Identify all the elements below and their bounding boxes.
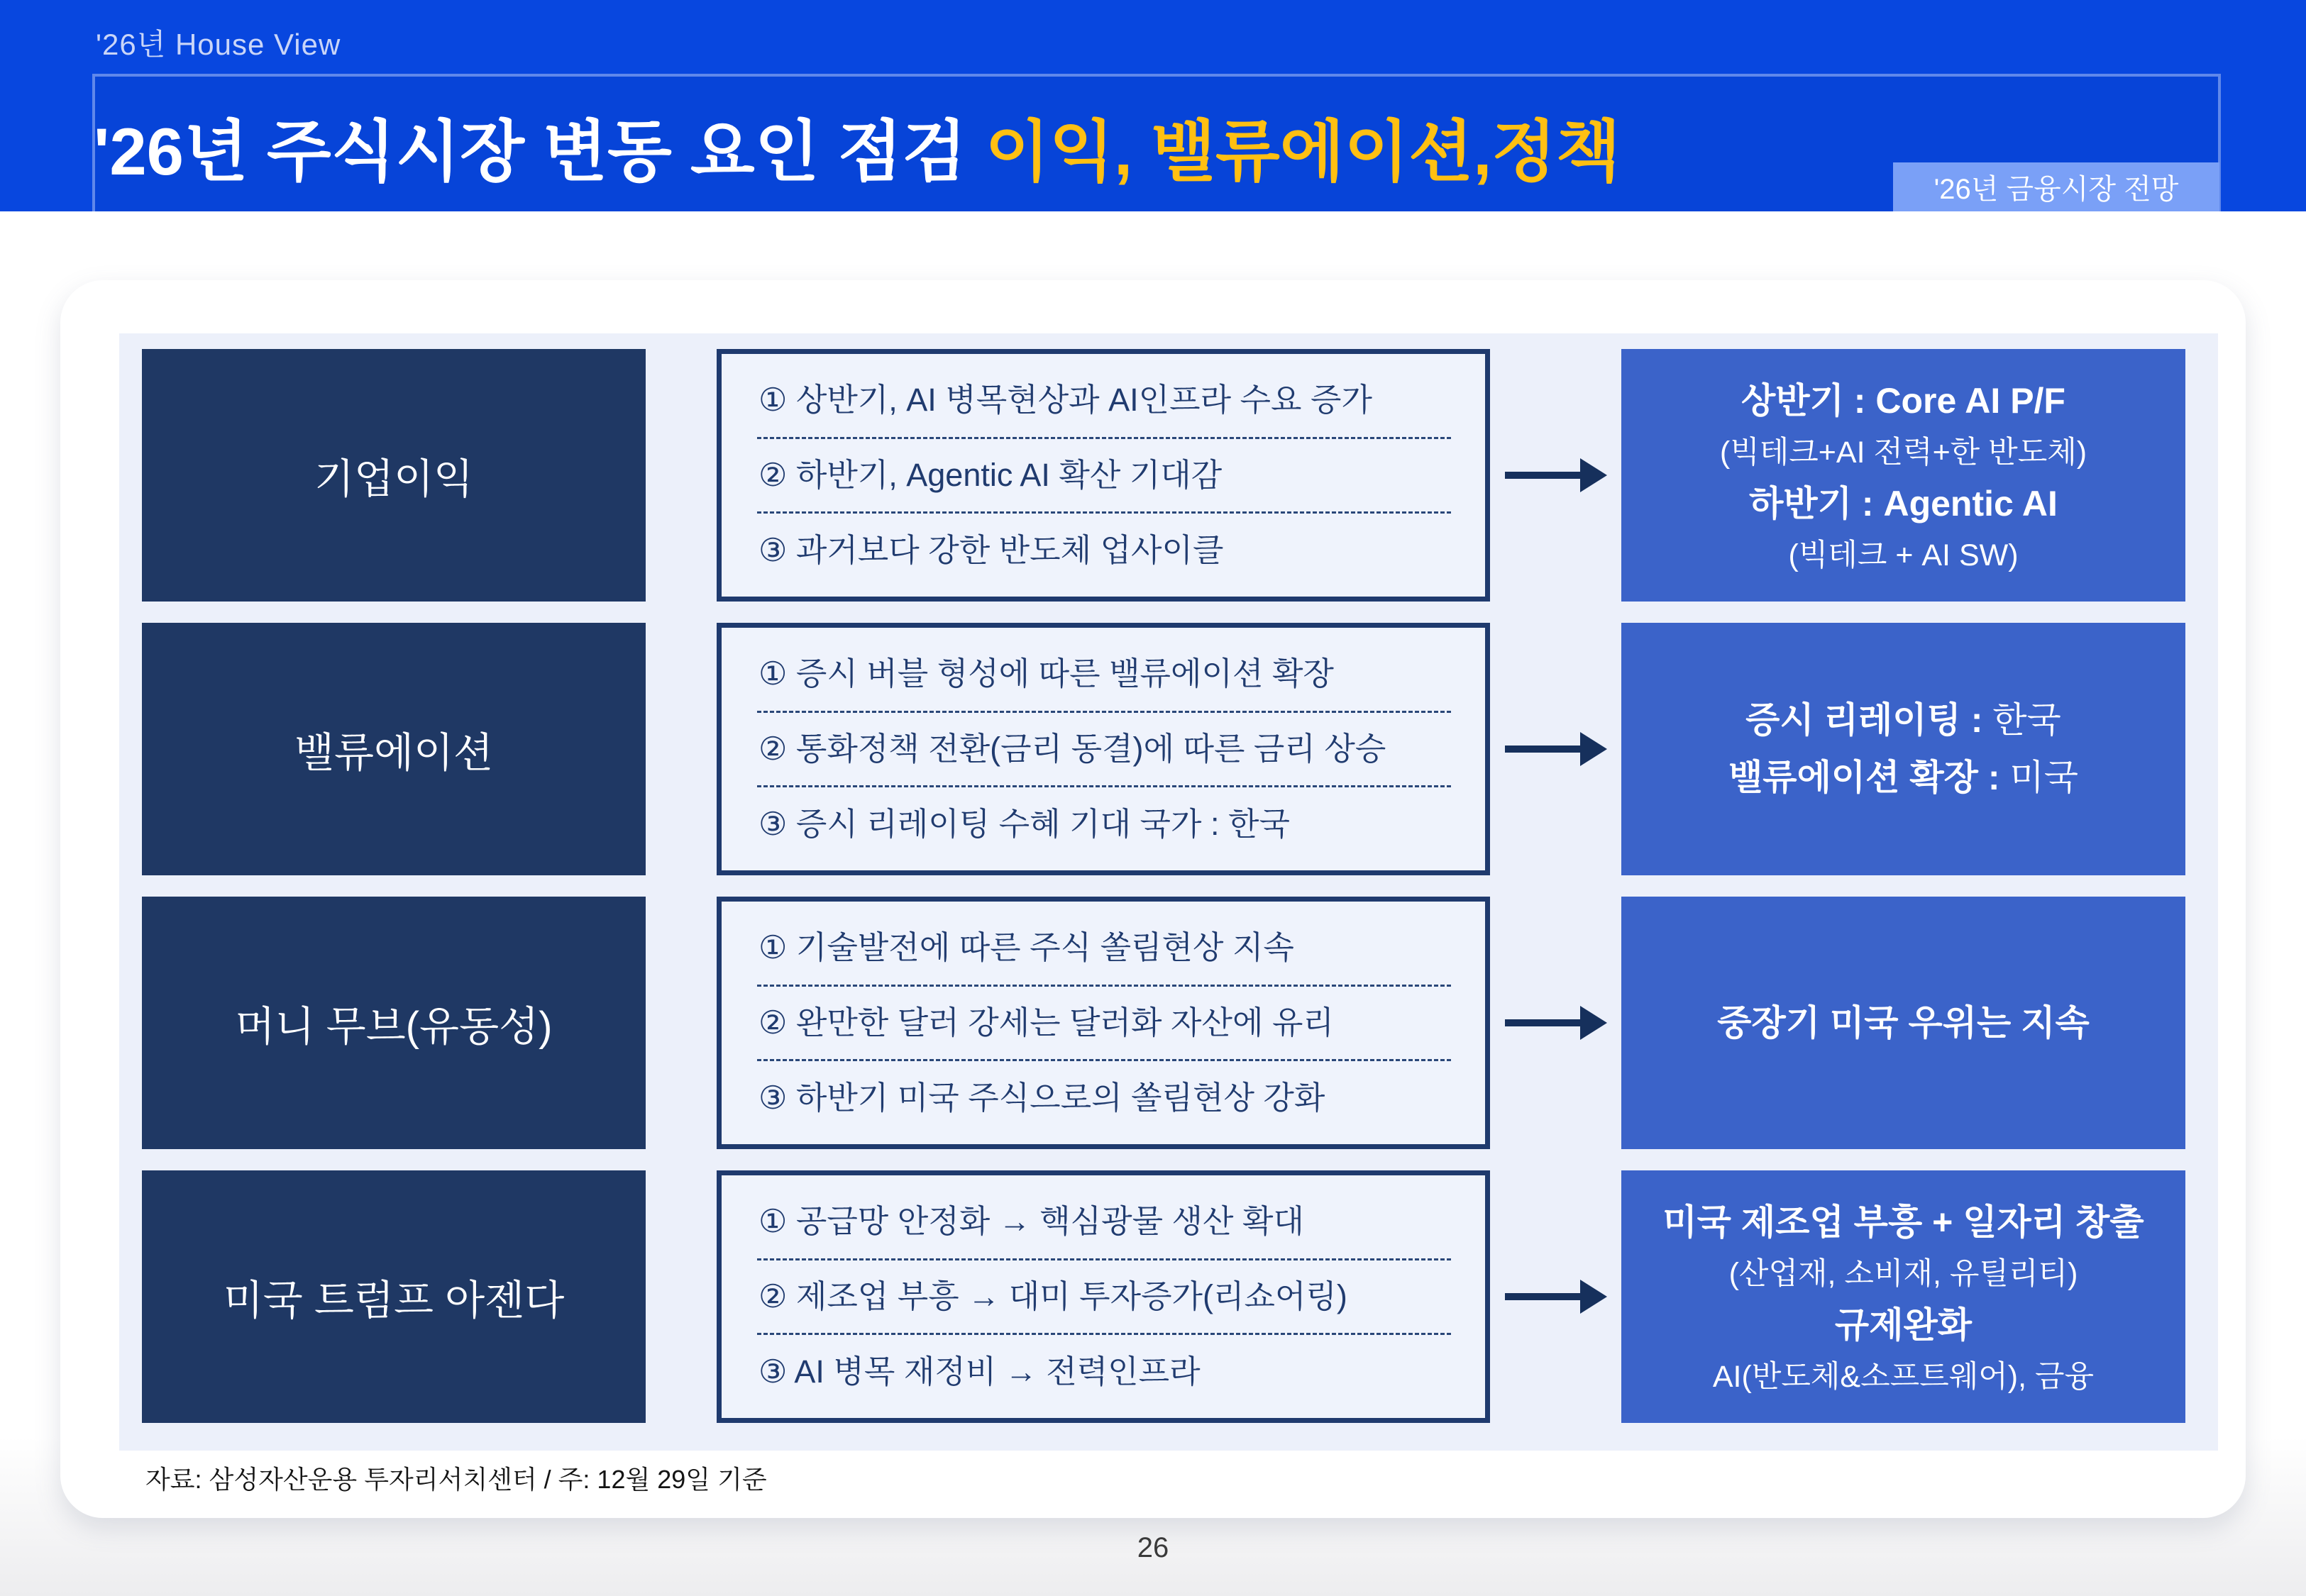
factor-item: ① 기술발전에 따른 주식 쏠림현상 지속 <box>758 929 1294 966</box>
factor-rows <box>142 349 2185 1423</box>
category-box <box>142 1170 646 1423</box>
outcome-line-text: 미국 제조업 부흥 + 일자리 창출 <box>1662 1202 2144 1242</box>
outcome-box <box>1621 623 2185 875</box>
outcome-line <box>1729 1251 2078 1297</box>
page-number: 26 <box>1137 1532 1169 1563</box>
outcome-box <box>1621 1170 2185 1423</box>
right-arrow-shaft <box>1505 746 1582 753</box>
page-title-main: '26년 주식시장 변동 요인 점검 <box>94 114 986 189</box>
outcome-line-text: (산업재, 소비재, 유틸리티) <box>1728 1256 2078 1291</box>
header-banner <box>0 0 2306 211</box>
outcome-line-text: (빅테크 + AI SW) <box>1788 538 2019 572</box>
outcome-line <box>1662 1194 2144 1251</box>
outcome-line <box>1713 1354 2094 1400</box>
factor-row <box>142 897 2185 1149</box>
right-arrow-head <box>1580 1006 1607 1040</box>
outcome-line-text: 증시 리레이팅 : <box>1745 700 1983 740</box>
factor-row <box>142 1170 2185 1423</box>
right-arrow-head <box>1580 458 1607 492</box>
arrow-zone <box>1490 623 1621 875</box>
right-arrow-icon <box>1505 732 1607 766</box>
outcome-line-text: 상반기 : Core AI P/F <box>1741 380 2065 421</box>
outcome-line <box>1745 692 2061 749</box>
factors-box <box>717 623 1490 875</box>
outcome-line <box>1720 430 2087 476</box>
outcome-line <box>1749 475 2058 533</box>
outcome-line <box>1728 749 2078 807</box>
right-arrow-icon <box>1505 1280 1607 1314</box>
category-label: 머니 무브(유동성) <box>235 1004 553 1050</box>
arrow-zone <box>1490 1170 1621 1423</box>
outcome-line-text: 중장기 미국 우위는 지속 <box>1717 1002 2090 1043</box>
factors-box <box>717 897 1490 1149</box>
forecast-badge: '26년 금융시장 전망 <box>1893 162 2219 211</box>
factor-item: ③ AI 병목 재정비 → 전력인프라 <box>758 1353 1201 1390</box>
outcome-line-text: 규제완화 <box>1834 1305 1973 1345</box>
outcome-box <box>1621 897 2185 1149</box>
page-title-accent: 이익, 밸류에이션,정책 <box>985 114 1621 189</box>
factors-box <box>717 1170 1490 1423</box>
right-arrow-shaft <box>1505 472 1582 479</box>
outcome-line <box>1788 533 2018 579</box>
factor-item: ③ 과거보다 강한 반도체 업사이클 <box>758 531 1224 568</box>
arrow-zone <box>1490 897 1621 1149</box>
source-note: 자료: 삼성자산운용 투자리서치센터 / 주: 12월 29일 기준 <box>145 1465 767 1494</box>
category-label: 밸류에이션 <box>294 730 494 776</box>
outcome-line-tail: 미국 <box>1999 758 2079 797</box>
factor-item: ② 하반기, Agentic AI 확산 기대감 <box>758 456 1223 493</box>
outcome-line-text: AI(반도체&소프트웨어), 금융 <box>1712 1360 2095 1394</box>
factors-box <box>717 349 1490 602</box>
factor-row <box>142 623 2185 875</box>
right-arrow-head <box>1580 732 1607 766</box>
outcome-line-tail: 한국 <box>1982 700 2061 740</box>
category-box <box>142 623 646 875</box>
outcome-line <box>1741 372 2065 430</box>
outcome-line-text: (빅테크+AI 전력+한 반도체) <box>1719 435 2087 470</box>
arrow-zone <box>1490 349 1621 602</box>
factor-item: ② 통화정책 전환(금리 동결)에 따른 금리 상승 <box>758 730 1386 767</box>
outcome-box <box>1621 349 2185 602</box>
right-arrow-icon <box>1505 458 1607 492</box>
category-label: 기업이익 <box>314 456 474 502</box>
category-label: 미국 트럼프 아젠다 <box>223 1278 565 1324</box>
eyebrow-label: '26년 House View <box>96 28 341 61</box>
factor-item: ① 공급망 안정화 → 핵심광물 생산 확대 <box>758 1203 1304 1240</box>
factor-item: ② 제조업 부흥 → 대미 투자증가(리쇼어링) <box>758 1278 1347 1314</box>
factor-item: ① 증시 버블 형성에 따른 밸류에이션 확장 <box>758 655 1334 692</box>
factor-row <box>142 349 2185 602</box>
right-arrow-shaft <box>1505 1019 1582 1026</box>
outcome-line <box>1717 994 2090 1052</box>
category-box <box>142 349 646 602</box>
outcome-line <box>1835 1297 1972 1354</box>
right-arrow-shaft <box>1505 1293 1582 1300</box>
right-arrow-head <box>1580 1280 1607 1314</box>
outcome-line-text: 하반기 : Agentic AI <box>1749 484 2058 523</box>
factor-item: ① 상반기, AI 병목현상과 AI인프라 수요 증가 <box>758 382 1372 419</box>
right-arrow-icon <box>1505 1006 1607 1040</box>
outcome-line-text: 밸류에이션 확장 : <box>1728 758 2000 797</box>
category-box <box>142 897 646 1149</box>
factor-item: ② 완만한 달러 강세는 달러화 자산에 유리 <box>758 1004 1334 1041</box>
factor-item: ③ 하반기 미국 주식으로의 쏠림현상 강화 <box>758 1079 1325 1116</box>
factor-item: ③ 증시 리레이팅 수혜 기대 국가 : 한국 <box>758 805 1290 842</box>
